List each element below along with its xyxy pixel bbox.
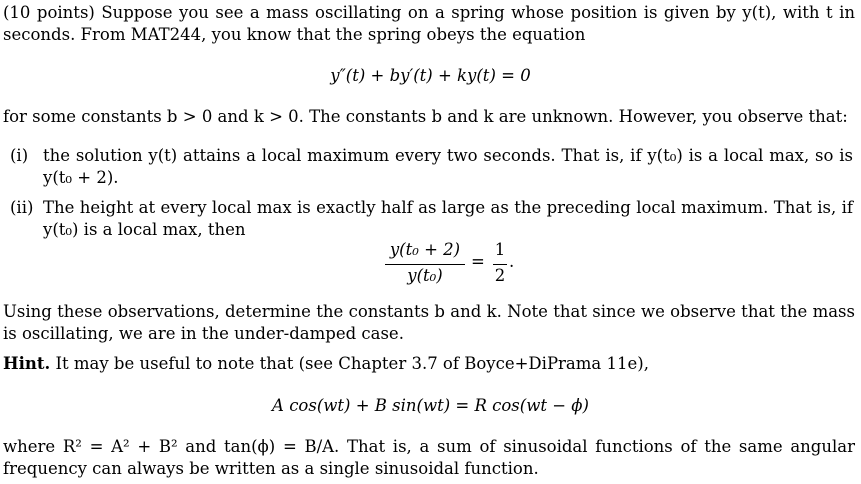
- half-denominator: 2: [494, 266, 506, 285]
- item-label: (i): [10, 146, 29, 165]
- ode-equation: y″(t) + by′(t) + ky(t) = 0: [330, 66, 531, 85]
- fraction-bar: [493, 264, 507, 265]
- item-text: The height at every local max is exactly half as large as the preceding local maximum. That is, if y(t₀) is a local max, then: [43, 198, 853, 239]
- hint-text: It may be useful to note that (see Chapter 3.7 of Boyce+DiPrama 11e),: [55, 354, 649, 373]
- constants-line: for some constants b > 0 and k > 0. The constants b and k are unknown. However, you observe that:: [3, 107, 848, 126]
- item-text: the solution y(t) attains a local maximum every two seconds. That is, if y(t₀) is a local max, so is y(t₀ + 2).: [43, 146, 853, 187]
- observations-paragraph: Using these observations, determine the constants b and k. Note that since we observe that the mass is oscillating, we are in the under-damped case.: [3, 302, 855, 343]
- period: .: [509, 252, 515, 271]
- ratio-equation: [385, 240, 520, 290]
- ratio-numerator: y(t₀ + 2): [389, 240, 461, 259]
- ratio-denominator: y(t₀): [407, 266, 443, 285]
- item-label: (ii): [10, 198, 34, 217]
- half-numerator: 1: [494, 240, 506, 259]
- equals-sign: =: [471, 252, 485, 271]
- fraction-bar: [385, 264, 465, 265]
- problem-intro: (10 points) Suppose you see a mass oscillating on a spring whose position is given by y(t), with t in seconds. From MAT244, you know that the spring obeys the equation: [3, 3, 855, 44]
- conclusion-paragraph: where R² = A² + B² and tan(ϕ) = B/A. That is, a sum of sinusoidal functions of the same angular frequency can always be written as a single sinusoidal function.: [3, 437, 855, 478]
- hint-equation: A cos(wt) + B sin(wt) = R cos(wt − ϕ): [272, 396, 589, 415]
- hint-line: [3, 353, 855, 375]
- hint-label: Hint.: [3, 354, 51, 373]
